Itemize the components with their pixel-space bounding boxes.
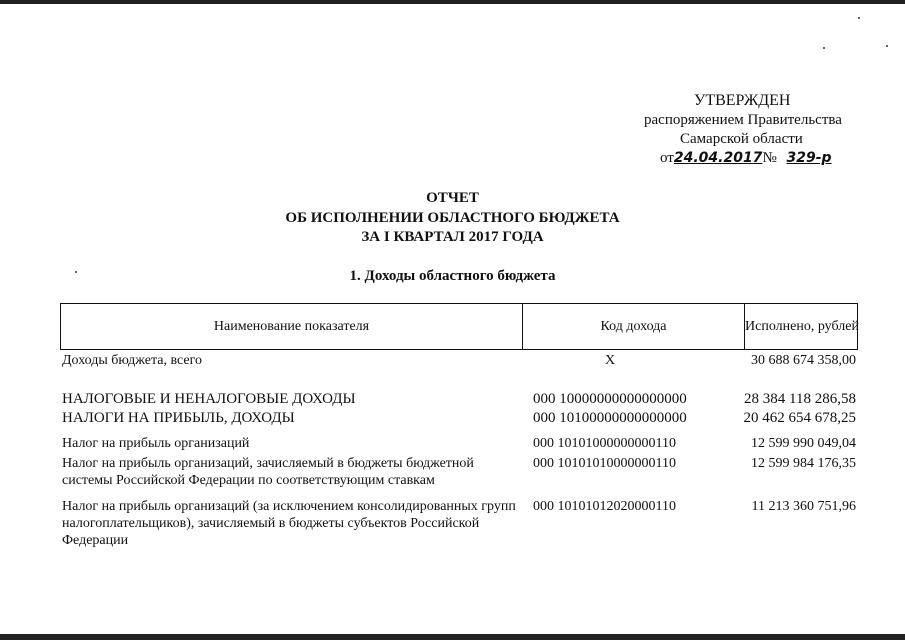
scan-speck [823,47,825,49]
row-code: 000 10101012020000110 [533,499,676,514]
row-code: 000 10100000000000000 [533,410,687,426]
date-prefix: от [660,150,674,166]
row-value: 30 688 674 358,00 [751,353,856,368]
row-code: X [605,353,616,368]
scan-speck [886,45,888,47]
scan-edge-top [0,0,905,4]
row-value: 28 384 118 286,58 [744,391,856,407]
row-name: Налог на прибыль организаций, зачисляемый в бюджеты бюджетной системы Российской Федерации по соответствующим ставкам [62,456,474,488]
approval-date-line [660,150,832,167]
number-prefix: № [762,150,777,166]
header-executed: Исполнено, рублей [745,318,859,334]
header-income-code: Код дохода [523,304,745,349]
row-code: 000 10101000000000110 [533,436,676,451]
approval-line-1: УТВЕРЖДЕН [694,92,791,109]
row-code: 000 10000000000000000 [533,391,687,407]
row-code: 000 10101010000000110 [533,456,676,471]
approval-line-3: Самарской области [680,131,803,147]
header-indicator-name: Наименование показателя [61,304,523,349]
scan-edge-bottom [0,634,905,640]
row-name: НАЛОГИ НА ПРИБЫЛЬ, ДОХОДЫ [62,410,295,426]
row-value: 20 462 654 678,25 [743,410,856,426]
row-value: 12 599 990 049,04 [751,436,856,451]
row-value: 12 599 984 176,35 [751,456,856,471]
report-period: ЗА I КВАРТАЛ 2017 ГОДА [361,229,544,245]
row-name: НАЛОГОВЫЕ И НЕНАЛОГОВЫЕ ДОХОДЫ [62,391,356,407]
handwritten-date: 24.04.2017 [673,150,763,166]
report-subtitle: ОБ ИСПОЛНЕНИИ ОБЛАСТНОГО БЮДЖЕТА [285,210,620,226]
table-header [60,303,858,350]
scan-speck [858,17,860,19]
report-title: ОТЧЕТ [426,190,479,206]
handwritten-number: 329-р [786,150,832,166]
row-name: Налог на прибыль организаций [62,436,250,451]
section-heading: 1. Доходы областного бюджета [349,268,556,284]
approval-line-2: распоряжением Правительства [644,112,842,128]
row-value: 11 213 360 751,96 [751,499,856,514]
row-name: Налог на прибыль организаций (за исключением консолидированных групп налогоплательщиков), зачисляемый в бюджеты субъектов Российской Федерации [62,499,516,548]
row-name: Доходы бюджета, всего [62,353,203,368]
